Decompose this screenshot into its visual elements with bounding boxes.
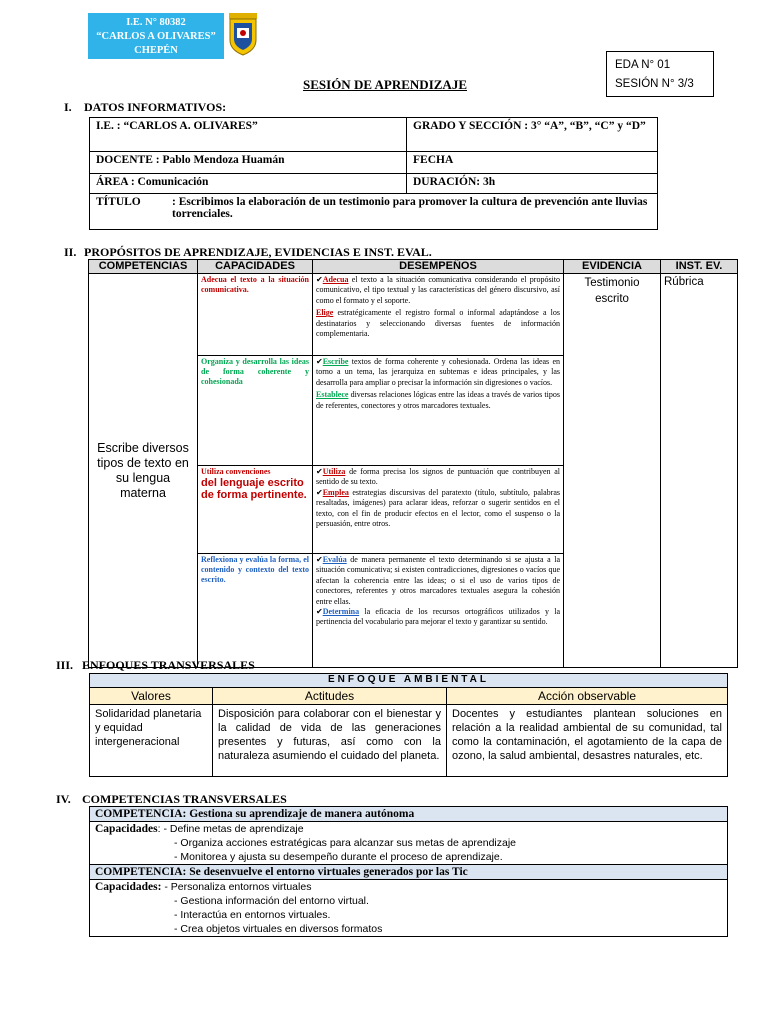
datos-table xyxy=(89,117,658,230)
desempeno-text: el texto a la situación comunicativa considerando el propósito comunicativo, el tipo textual y las características del género discursivo, así como el formato y el soporte. xyxy=(316,275,560,305)
desempenos-reflexiona xyxy=(313,554,564,668)
accion-cell: Docentes y estudiantes plantean soluciones en relación a la realidad ambiental de su comunidad, tal como la contaminación, el agotamiento de la capa de ozono, la salud ambiental, desastres naturales, etc. xyxy=(447,705,728,777)
capacidad-item: - Personaliza entornos virtuales xyxy=(161,881,312,893)
check-icon: ✔ xyxy=(316,607,323,617)
section-1-heading xyxy=(64,100,226,115)
section-4-title: COMPETENCIAS TRANSVERSALES xyxy=(82,792,287,806)
check-icon: ✔ xyxy=(316,487,323,497)
desempeno-verb: Utiliza xyxy=(322,467,346,476)
capacidades-label: Capacidades xyxy=(95,823,158,835)
duracion-cell: DURACIÓN: 3h xyxy=(407,174,658,194)
docente-cell: DOCENTE : Pablo Mendoza Huamán xyxy=(90,152,407,174)
grado-cell: GRADO Y SECCIÓN : 3° “A”, “B”, “C” y “D” xyxy=(407,118,658,152)
desempenos-utiliza xyxy=(313,466,564,554)
session-number: SESIÓN N° 3/3 xyxy=(615,78,694,90)
desempeno-text: de manera permanente el texto determinando si se ajusta a la situación comunicativa; si existen contradicciones, digresiones o vacíos que afectan la coherencia entre las ideas; o si el uso de varios tipos de conectores, referentes y otros marcadores textuales asegura la cohesión entre ellas. xyxy=(316,555,560,606)
actitudes-cell: Disposición para colaborar con el bienestar y la calidad de vida de las generaciones presentes y futuras, así como con la naturaleza asumiendo el cuidado del planeta. xyxy=(213,705,447,777)
instrumento-cell: Rúbrica xyxy=(661,274,738,668)
desempeno-item xyxy=(316,467,560,488)
section-1-number: I. xyxy=(64,100,72,114)
enfoque-title: ENFOQUE AMBIENTAL xyxy=(90,674,728,688)
school-crest-icon xyxy=(228,12,258,56)
ie-cell: I.E. : “CARLOS A. OLIVARES” xyxy=(90,118,407,152)
desempeno-verb: Adecua xyxy=(322,275,349,284)
header-evidencia: EVIDENCIA xyxy=(564,260,661,274)
desempeno-verb: Escribe xyxy=(322,357,349,366)
section-2-heading xyxy=(64,245,432,260)
competencia-1-capacidades xyxy=(90,822,728,865)
desempeno-text: de forma precisa los signos de puntuación que contribuyen al sentido de su texto. xyxy=(316,467,560,487)
desempeno-item xyxy=(316,488,560,530)
desempenos-organiza xyxy=(313,356,564,466)
capacidad-row xyxy=(95,880,722,894)
capacidad-adecua: Adecua el texto a la situación comunicativa. xyxy=(198,274,313,356)
capacidad-item: - Interactúa en entornos virtuales. xyxy=(174,909,331,921)
capacidad-item: - Gestiona información del entorno virtual. xyxy=(174,895,369,907)
header-valores: Valores xyxy=(90,688,213,705)
desempeno-item xyxy=(316,607,560,628)
desempeno-item xyxy=(316,308,560,339)
capacidad-item: - Organiza acciones estratégicas para alcanzar sus metas de aprendizaje xyxy=(174,837,517,849)
desempeno-item xyxy=(316,555,560,607)
competencia-1-title: COMPETENCIA: Gestiona su aprendizaje de manera autónoma xyxy=(90,807,728,822)
header-capacidades: CAPACIDADES xyxy=(198,260,313,274)
school-banner xyxy=(88,13,224,59)
capacidad-item: : - Define metas de aprendizaje xyxy=(157,823,304,835)
header-desempenos: DESEMPEÑOS xyxy=(313,260,564,274)
titulo-text: : Escribimos la elaboración de un testimonio para promover la cultura de prevención ante lluvias torrenciales. xyxy=(172,196,648,220)
section-2-title: PROPÓSITOS DE APRENDIZAJE, EVIDENCIAS E INST. EVAL. xyxy=(84,245,432,259)
desempeno-text: diversas relaciones lógicas entre las ideas a través de varios tipos de referentes, conectores y otros marcadores textuales. xyxy=(316,390,560,410)
desempeno-text: estratégicamente el registro formal o informal adaptándose a los destinatarios y seleccionando diversas fuentes de información complementaria. xyxy=(316,308,560,339)
desempeno-verb: Elige xyxy=(316,308,334,318)
propositos-table xyxy=(88,259,738,668)
section-3-heading xyxy=(56,658,255,673)
capacidad-item: - Crea objetos virtuales en diversos formatos xyxy=(174,923,383,935)
desempeno-verb: Emplea xyxy=(322,487,349,497)
header-actitudes: Actitudes xyxy=(213,688,447,705)
capacidad-utiliza xyxy=(198,466,313,554)
check-icon: ✔ xyxy=(316,357,323,366)
competencia-cell: Escribe diversos tipos de texto en su lengua materna xyxy=(89,274,198,668)
header-accion: Acción observable xyxy=(447,688,728,705)
eda-number: EDA N° 01 xyxy=(615,59,671,71)
competencias-transversales-table xyxy=(89,806,728,937)
capacidad-utiliza-line1: Utiliza convenciones xyxy=(201,467,271,476)
competencia-2-title: COMPETENCIA: Se desenvuelve el entorno virtuales generados por las Tic xyxy=(90,865,728,880)
capacidad-reflexiona: Reflexiona y evalúa la forma, el contenido y contexto del texto escrito. xyxy=(198,554,313,668)
competencia-2-capacidades xyxy=(90,880,728,937)
enfoques-table xyxy=(89,673,728,777)
desempeno-text: estrategias discursivas del paratexto (título, subtítulo, palabras resaltadas, imágenes) para aclarar ideas, reforzar o sugerir sentidos en el texto, con el fin de producir efectos en el lector, como el suspenso o la persuasión, entre otros. xyxy=(316,487,560,529)
capacidad-row xyxy=(95,822,722,836)
school-number: I.E. N° 80382 xyxy=(126,17,186,28)
evidencia-cell: Testimonio escrito xyxy=(564,274,661,668)
desempeno-verb: Establece xyxy=(316,390,349,400)
titulo-label: TÍTULO xyxy=(96,196,141,208)
capacidades-label: Capacidades: xyxy=(95,881,162,893)
school-name: “CARLOS A OLIVARES” xyxy=(96,31,216,42)
desempeno-item xyxy=(316,357,560,388)
fecha-cell: FECHA xyxy=(407,152,658,174)
section-4-number: IV. xyxy=(56,792,71,806)
capacidad-utiliza-line2: del lenguaje escrito de forma pertinente. xyxy=(201,477,307,501)
page-title: SESIÓN DE APRENDIZAJE xyxy=(303,77,467,92)
check-icon: ✔ xyxy=(316,275,323,284)
section-2-number: II. xyxy=(64,245,77,259)
titulo-cell xyxy=(90,194,658,230)
section-1-title: DATOS INFORMATIVOS: xyxy=(84,100,227,114)
desempeno-text: textos de forma coherente y cohesionada. Ordena las ideas en torno a un tema, las jerarquiza en subtemas e ideas principales, y las desarrolla para ampliar o precisar la información sin digresiones o vacíos. xyxy=(316,357,560,387)
desempeno-item xyxy=(316,275,560,306)
session-info-box xyxy=(606,51,714,97)
section-4-heading xyxy=(56,792,287,807)
section-3-number: III. xyxy=(56,658,74,672)
desempeno-verb: Evalúa xyxy=(322,555,347,564)
desempeno-item xyxy=(316,390,560,411)
header-inst-ev: INST. EV. xyxy=(661,260,738,274)
header-competencias: COMPETENCIAS xyxy=(89,260,198,274)
check-icon: ✔ xyxy=(316,555,323,564)
valores-cell: Solidaridad planetaria y equidad intergeneracional xyxy=(90,705,213,777)
school-city: CHEPÉN xyxy=(134,45,178,56)
capacidad-item: - Monitorea y ajusta su desempeño durante el proceso de aprendizaje. xyxy=(174,851,503,863)
area-cell: ÁREA : Comunicación xyxy=(90,174,407,194)
desempenos-adecua xyxy=(313,274,564,356)
section-3-title: ENFOQUES TRANSVERSALES xyxy=(82,658,255,672)
capacidad-organiza: Organiza y desarrolla las ideas de forma coherente y cohesionada xyxy=(198,356,313,466)
desempeno-text: la eficacia de los recursos ortográficos utilizados y la pertinencia del vocabulario para mejorar el texto y garantizar su sentido. xyxy=(316,607,560,627)
desempeno-verb: Determina xyxy=(322,607,360,617)
check-icon: ✔ xyxy=(316,467,323,476)
